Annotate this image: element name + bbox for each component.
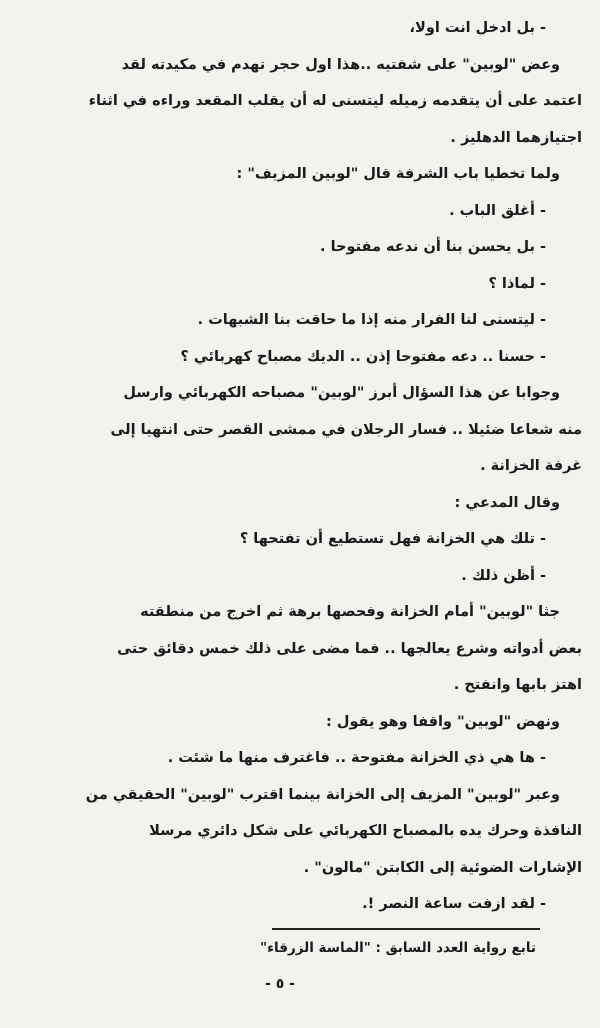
text-line: - ها هي ذي الخزانة مفتوحة .. فاغترف منها ما شئت .: [167, 750, 546, 766]
text-line: غرفة الخزانة .: [480, 458, 582, 474]
page-number: - ٥ -: [265, 976, 295, 992]
text-line: وعض "لوبين" على شفتيه ..هذا اول حجر تهدم في مكيدته لقد: [121, 56, 560, 73]
text-line: - بل ادخل انت اولا،: [409, 20, 546, 36]
text-line: - أظن ذلك .: [461, 567, 546, 584]
text-line: اهتز بابها وانفتح .: [453, 677, 582, 693]
text-line: اعتمد على أن يتقدمه زميله ليتسنى له أن يقلب المقعد وراءه في اثناء: [88, 93, 582, 109]
text-line: اجتيازهما الدهليز .: [450, 129, 582, 146]
text-line: جثا "لوبين" أمام الخزانة وفحصها برهة ثم اخرج من منطقته: [140, 604, 560, 620]
text-line: - أغلق الباب .: [449, 202, 546, 219]
text-line: - بل يحسن بنا أن ندعه مفتوحا .: [320, 239, 546, 255]
text-line: النافذة وحرك يده بالمصباح الكهربائي على شكل دائري مرسلا: [149, 823, 582, 839]
footnote-separator: [272, 928, 540, 930]
text-line: وجوابا عن هذا السؤال أبرز "لوبين" مصباحه الكهربائي وارسل: [123, 385, 560, 401]
text-line: بعض أدواته وشرع يعالجها .. فما مضى على ذلك خمس دقائق حتى: [117, 640, 582, 657]
text-line: الإشارات الضوئية إلى الكابتن "مالون" .: [303, 859, 582, 876]
text-line: - تلك هي الخزانة فهل تستطيع أن تفتحها ؟: [239, 531, 546, 547]
text-line: - حسنا .. دعه مفتوحا إذن .. الديك مصباح كهربائي ؟: [180, 348, 546, 365]
footnote: تابع رواية العدد السابق : "الماسة الزرقاء": [260, 940, 536, 956]
text-line: ولما تخطيا باب الشرفة قال "لوبين المزيف" :: [236, 166, 560, 182]
text-line: - ليتسنى لنا الفرار منه إذا ما حاقت بنا الشبهات .: [197, 312, 546, 328]
text-line: منه شعاعا ضئيلا .. فسار الرجلان في ممشى القصر حتى انتهيا إلى: [110, 421, 582, 438]
text-line: ونهض "لوبين" واقفا وهو يقول :: [326, 713, 560, 730]
text-line: - لماذا ؟: [488, 275, 546, 292]
text-line: - لقد ازفت ساعة النصر !.: [362, 896, 546, 912]
text-line: وقال المدعي :: [454, 494, 560, 511]
text-line: وعبر "لوبين" المزيف إلى الخزانة بينما اقترب "لوبين" الحقيقي من: [85, 786, 560, 803]
